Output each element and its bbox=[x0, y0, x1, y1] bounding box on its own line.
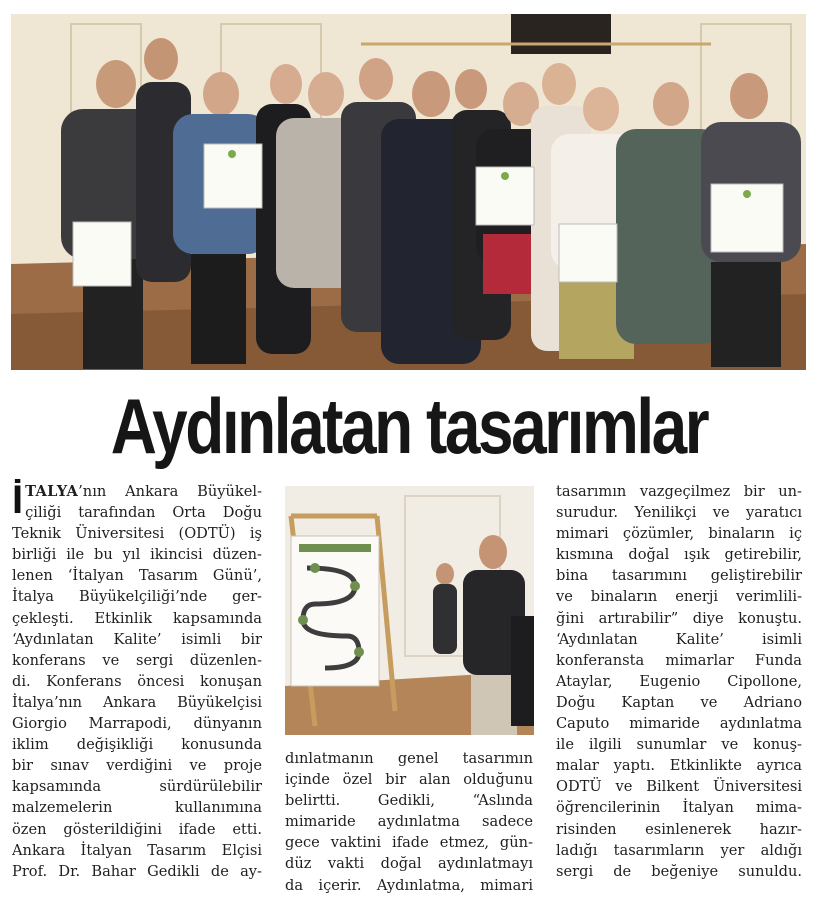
article-column-2 bbox=[285, 748, 533, 896]
exhibition-photo-illustration bbox=[285, 486, 534, 735]
text-line: bina tasarımını geliştirebilir bbox=[556, 567, 802, 585]
text-line: ve binaların enerji verimlili- bbox=[556, 588, 802, 606]
text-line: gece vaktini ifade etmez, gün- bbox=[285, 834, 533, 852]
text-line: di. Konferans öncesi konuşan bbox=[12, 672, 262, 690]
text-line: İtalya Büyükelçiliği’nde ger- bbox=[12, 588, 262, 606]
text-line: kapsamında sürdürülebilir bbox=[12, 778, 262, 796]
text-line: içinde özel bir alan olduğunu bbox=[285, 771, 533, 789]
text-line: ODTÜ ve Bilkent Üniversitesi bbox=[556, 778, 802, 796]
text-line: konferansta mimarlar Funda bbox=[556, 651, 802, 669]
text-line: iklim değişikliği konusunda bbox=[12, 736, 262, 754]
text-line: malar yaptı. Etkinlikte ayrıca bbox=[556, 757, 802, 775]
text-line: ile ilgili sunumlar ve konuş- bbox=[556, 736, 802, 754]
text-line: Ankara İtalyan Tasarım Elçisi bbox=[12, 841, 262, 859]
text-line: surudur. Yenilikçi ve yaratıcı bbox=[556, 504, 802, 522]
text-line: kısmına doğal ışık getirebilir, bbox=[556, 546, 802, 564]
text-line: bir sınav verdiğini ve proje bbox=[12, 757, 262, 775]
text-line: lenen ‘İtalyan Tasarım Günü’, bbox=[12, 567, 262, 585]
text-line: düz vakti doğal aydınlatmayı bbox=[285, 855, 533, 873]
text-line: öğrencilerinin İtalyan mima- bbox=[556, 799, 802, 817]
text-line: belirtti. Gedikli, “Aslında bbox=[285, 792, 533, 810]
text-line: Ataylar, Eugenio Cipollone, bbox=[556, 672, 802, 690]
text-line: da içerir. Aydınlatma, mimari bbox=[285, 876, 533, 894]
text-line: Giorgio Marrapodi, dünyanın bbox=[12, 715, 262, 733]
text-line bbox=[12, 481, 262, 502]
text-line: malzemelerin kullanımına bbox=[12, 799, 262, 817]
text-line: özen gösterildiğini ifade etti. bbox=[12, 820, 262, 838]
text-line-segment: ’nın Ankara Büyükel- bbox=[78, 483, 262, 500]
text-line: risinden esinlenerek hazır- bbox=[556, 820, 802, 838]
text-line: çekleşti. Etkinlik kapsamında bbox=[12, 609, 262, 627]
exhibition-photo bbox=[285, 486, 534, 735]
text-line: konferans ve sergi düzenlen- bbox=[12, 651, 262, 669]
text-line: ‘Aydınlatan Kalite’ isimli bbox=[556, 630, 802, 648]
text-line: dınlatmanın genel tasarımın bbox=[285, 750, 533, 767]
text-line: ladığı tasarımların yer aldığı bbox=[556, 841, 802, 859]
text-line: mimari çözümler, binaların iç bbox=[556, 525, 802, 543]
text-line: tasarımın vazgeçilmez bir un- bbox=[556, 483, 802, 500]
article-column-3 bbox=[556, 481, 802, 882]
drop-cap: İ bbox=[12, 478, 24, 522]
text-line: çiliği tarafından Orta Doğu bbox=[25, 504, 262, 522]
text-line: birliği ile bu yıl ikincisi düzen- bbox=[12, 546, 262, 564]
headline: Aydınlatan tasarımlar bbox=[110, 382, 708, 470]
group-photo-illustration bbox=[11, 14, 806, 370]
text-line: Doğu Kaptan ve Adriano bbox=[556, 693, 802, 711]
text-line: Prof. Dr. Bahar Gedikli de ay- bbox=[12, 862, 262, 880]
article-column-1 bbox=[12, 478, 262, 882]
text-line: Caputo mimaride aydınlatma bbox=[556, 715, 802, 733]
text-line: ğini artırabilir” diye konuştu. bbox=[556, 609, 802, 627]
text-line: İtalya’nın Ankara Büyükelçisi bbox=[12, 693, 262, 711]
text-line: mimaride aydınlatma sadece bbox=[285, 813, 533, 831]
lead-word: TALYA bbox=[25, 483, 79, 500]
text-line: Teknik Üniversitesi (ODTÜ) iş bbox=[12, 525, 262, 543]
group-photo bbox=[11, 14, 806, 370]
text-line: ‘Aydınlatan Kalite’ isimli bir bbox=[12, 630, 262, 648]
text-line: sergi de beğeniye sunuldu. bbox=[556, 862, 802, 880]
